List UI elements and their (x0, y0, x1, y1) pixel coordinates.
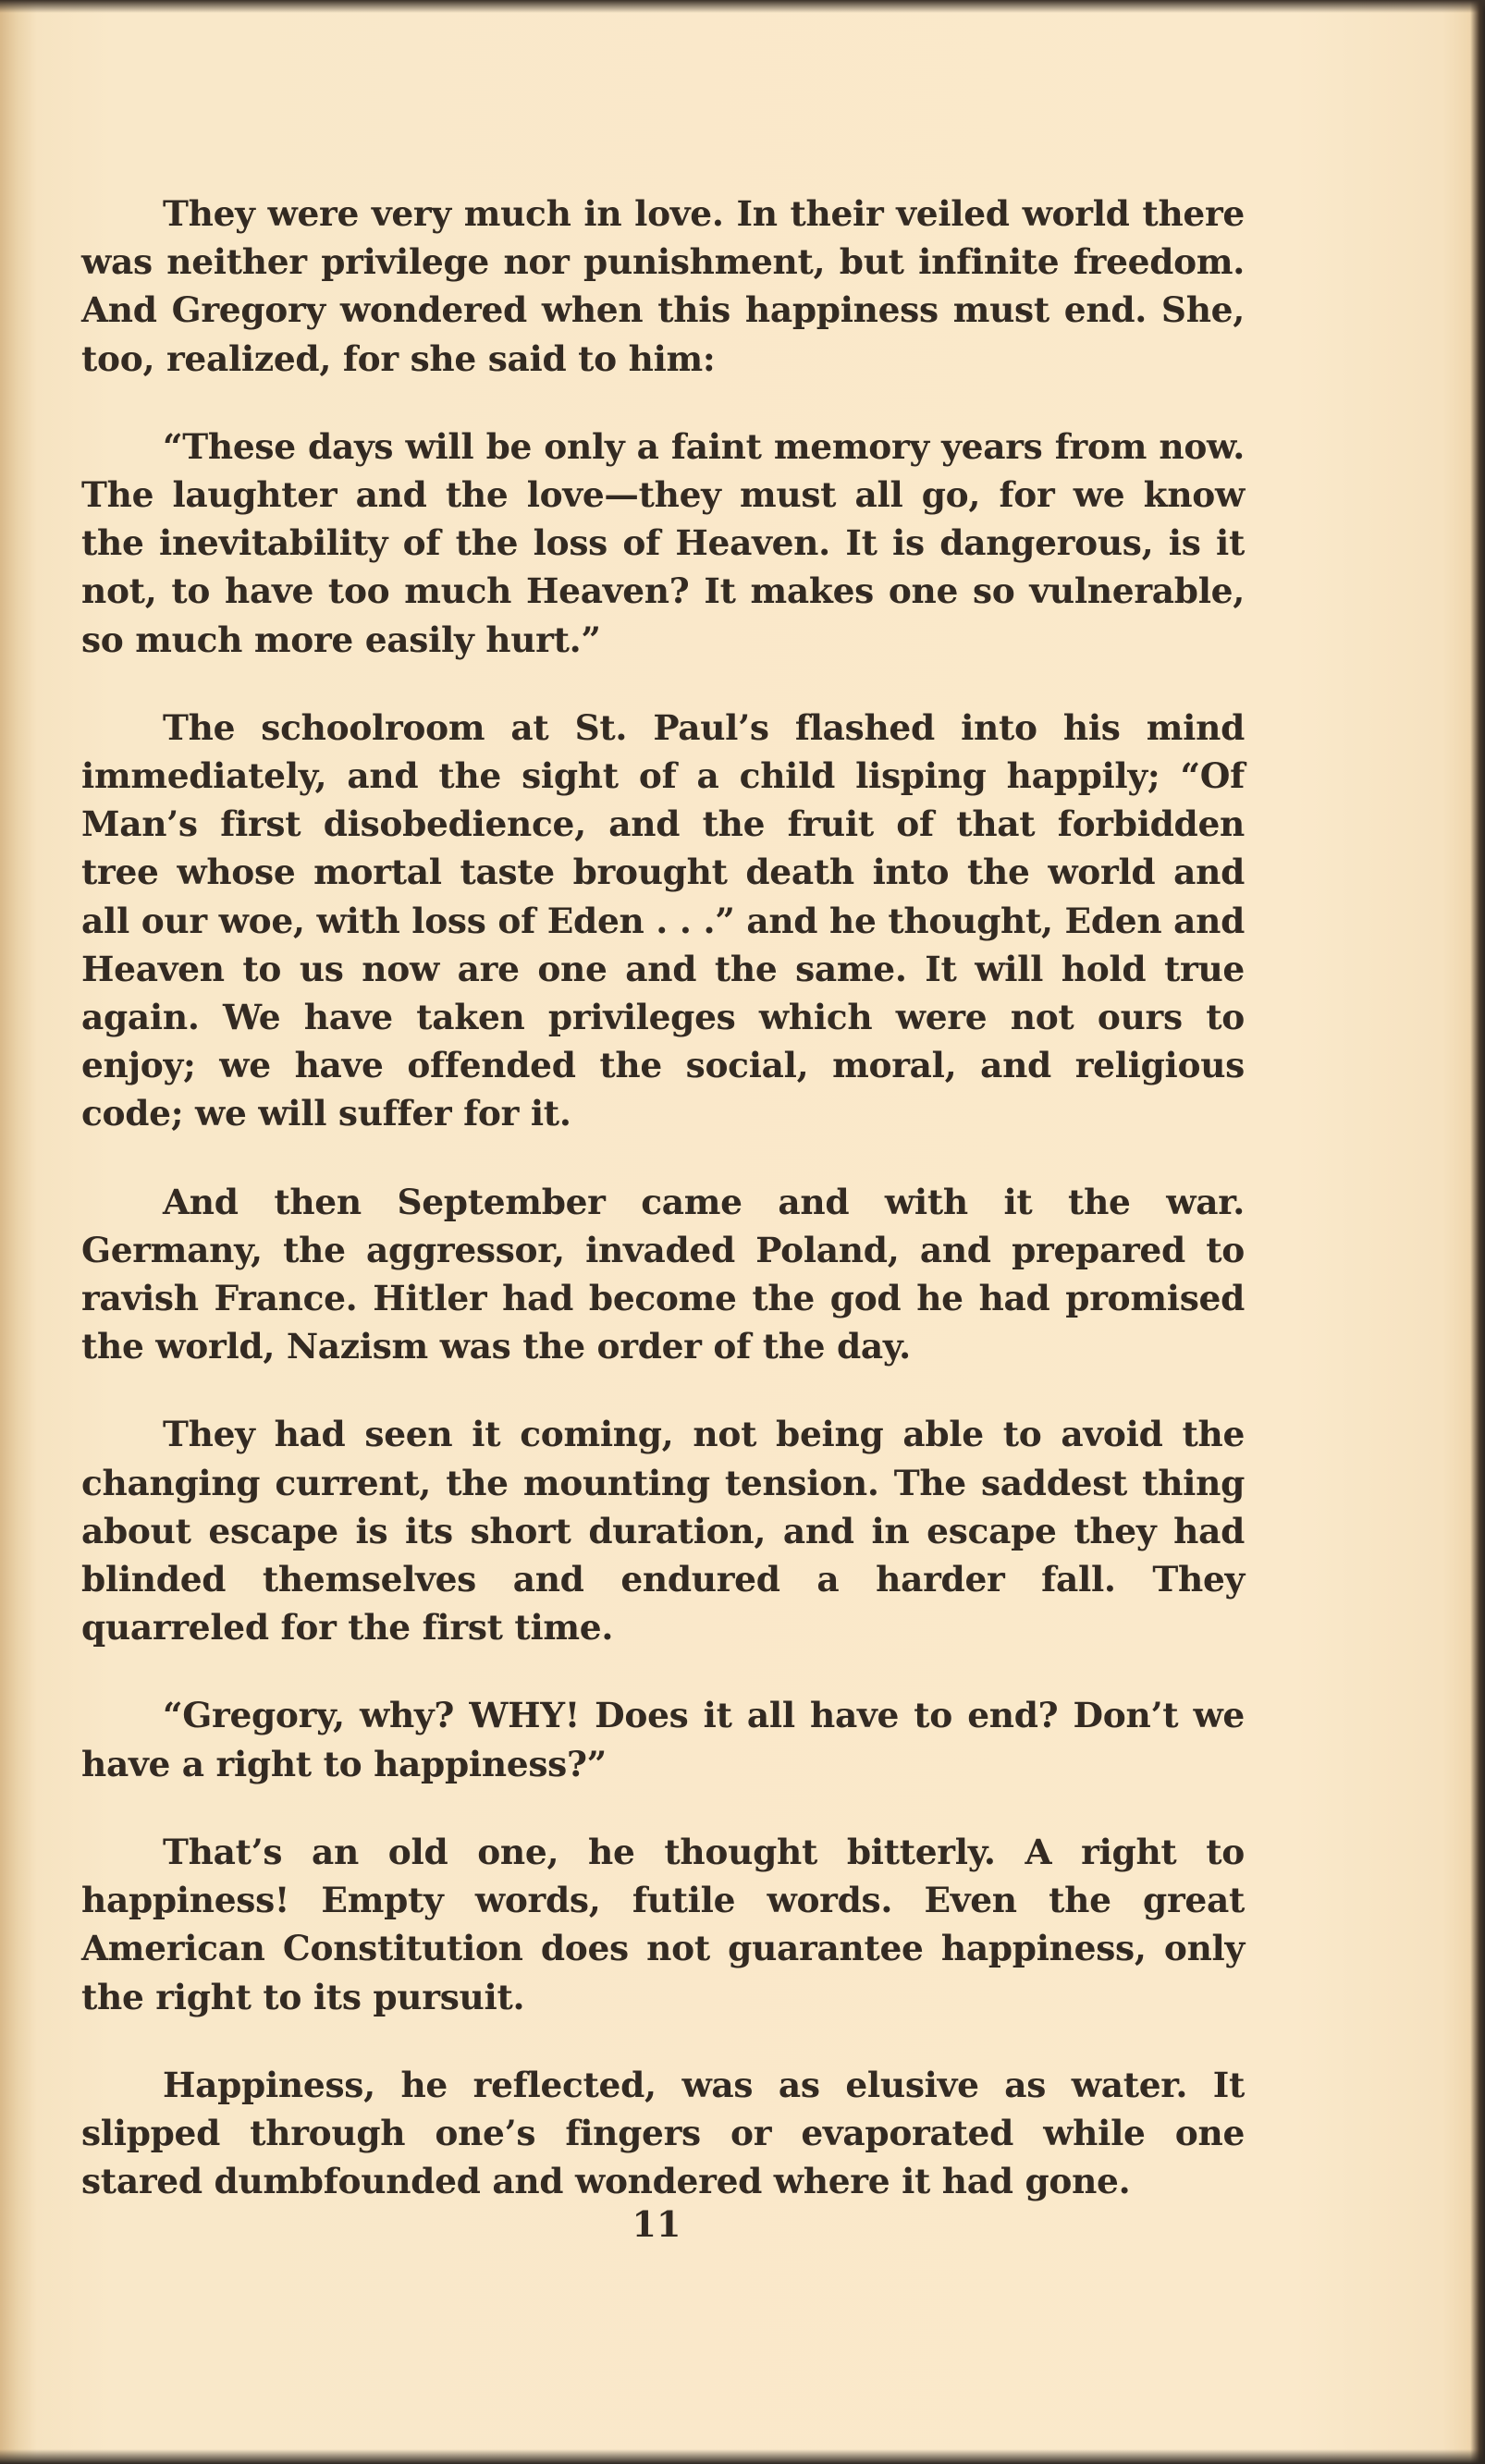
paragraph-7: That’s an old one, he thought bitterly. A right to happiness! Empty words, futile words. Even the great American Constitution does not guarantee happiness, only the right to its pursuit. (81, 1831, 1245, 2017)
paragraph-2: “These days will be only a faint memory years from now. The laughter and the love—they must all go, for we know the inevitability of the loss of Heaven. It is dangerous, is it not, to have too much Heaven? It makes one so vulnerable, so much more easily hurt.” (81, 425, 1245, 660)
page-number: 11 (632, 2203, 681, 2245)
paragraph-4: And then September came and with it the war. Germany, the aggressor, invaded Poland, and prepared to ravish France. Hitler had become the god he had promised the world, Nazism was the order of the day. (81, 1181, 1245, 1367)
paragraph-3: The schoolroom at St. Paul’s flashed into his mind immediately, and the sight of a child lisping happily; “Of Man’s first disobedience, and the fruit of that forbidden tree whose mortal taste brought death into the world and all our woe, with loss of Eden . . .” and he thought, Eden and Heaven to us now are one and the same. It will hold true again. We have taken privileges which were not ours to enjoy; we have offended the social, moral, and religious code; we will suffer for it. (81, 706, 1245, 1134)
body-text (81, 190, 1245, 2245)
paragraph-6: “Gregory, why? WHY! Does it all have to end? Don’t we have a right to happiness?” (81, 1695, 1245, 1784)
paragraph-5: They had seen it coming, not being able to avoid the changing current, the mounting tension. The saddest thing about escape is its short duration, and in escape they had blinded themselves and endured a harder fall. They quarreled for the first time. (81, 1414, 1245, 1649)
paragraph-1: They were very much in love. In their veiled world there was neither privilege nor punishment, but infinite freedom. And Gregory wondered when this happiness must end. She, too, realized, for she said to him: (81, 193, 1245, 379)
paragraph-8: Happiness, he reflected, was as elusive as water. It slipped through one’s fingers or evaporated while one stared dumbfounded and wondered where it had gone. (81, 2064, 1245, 2202)
